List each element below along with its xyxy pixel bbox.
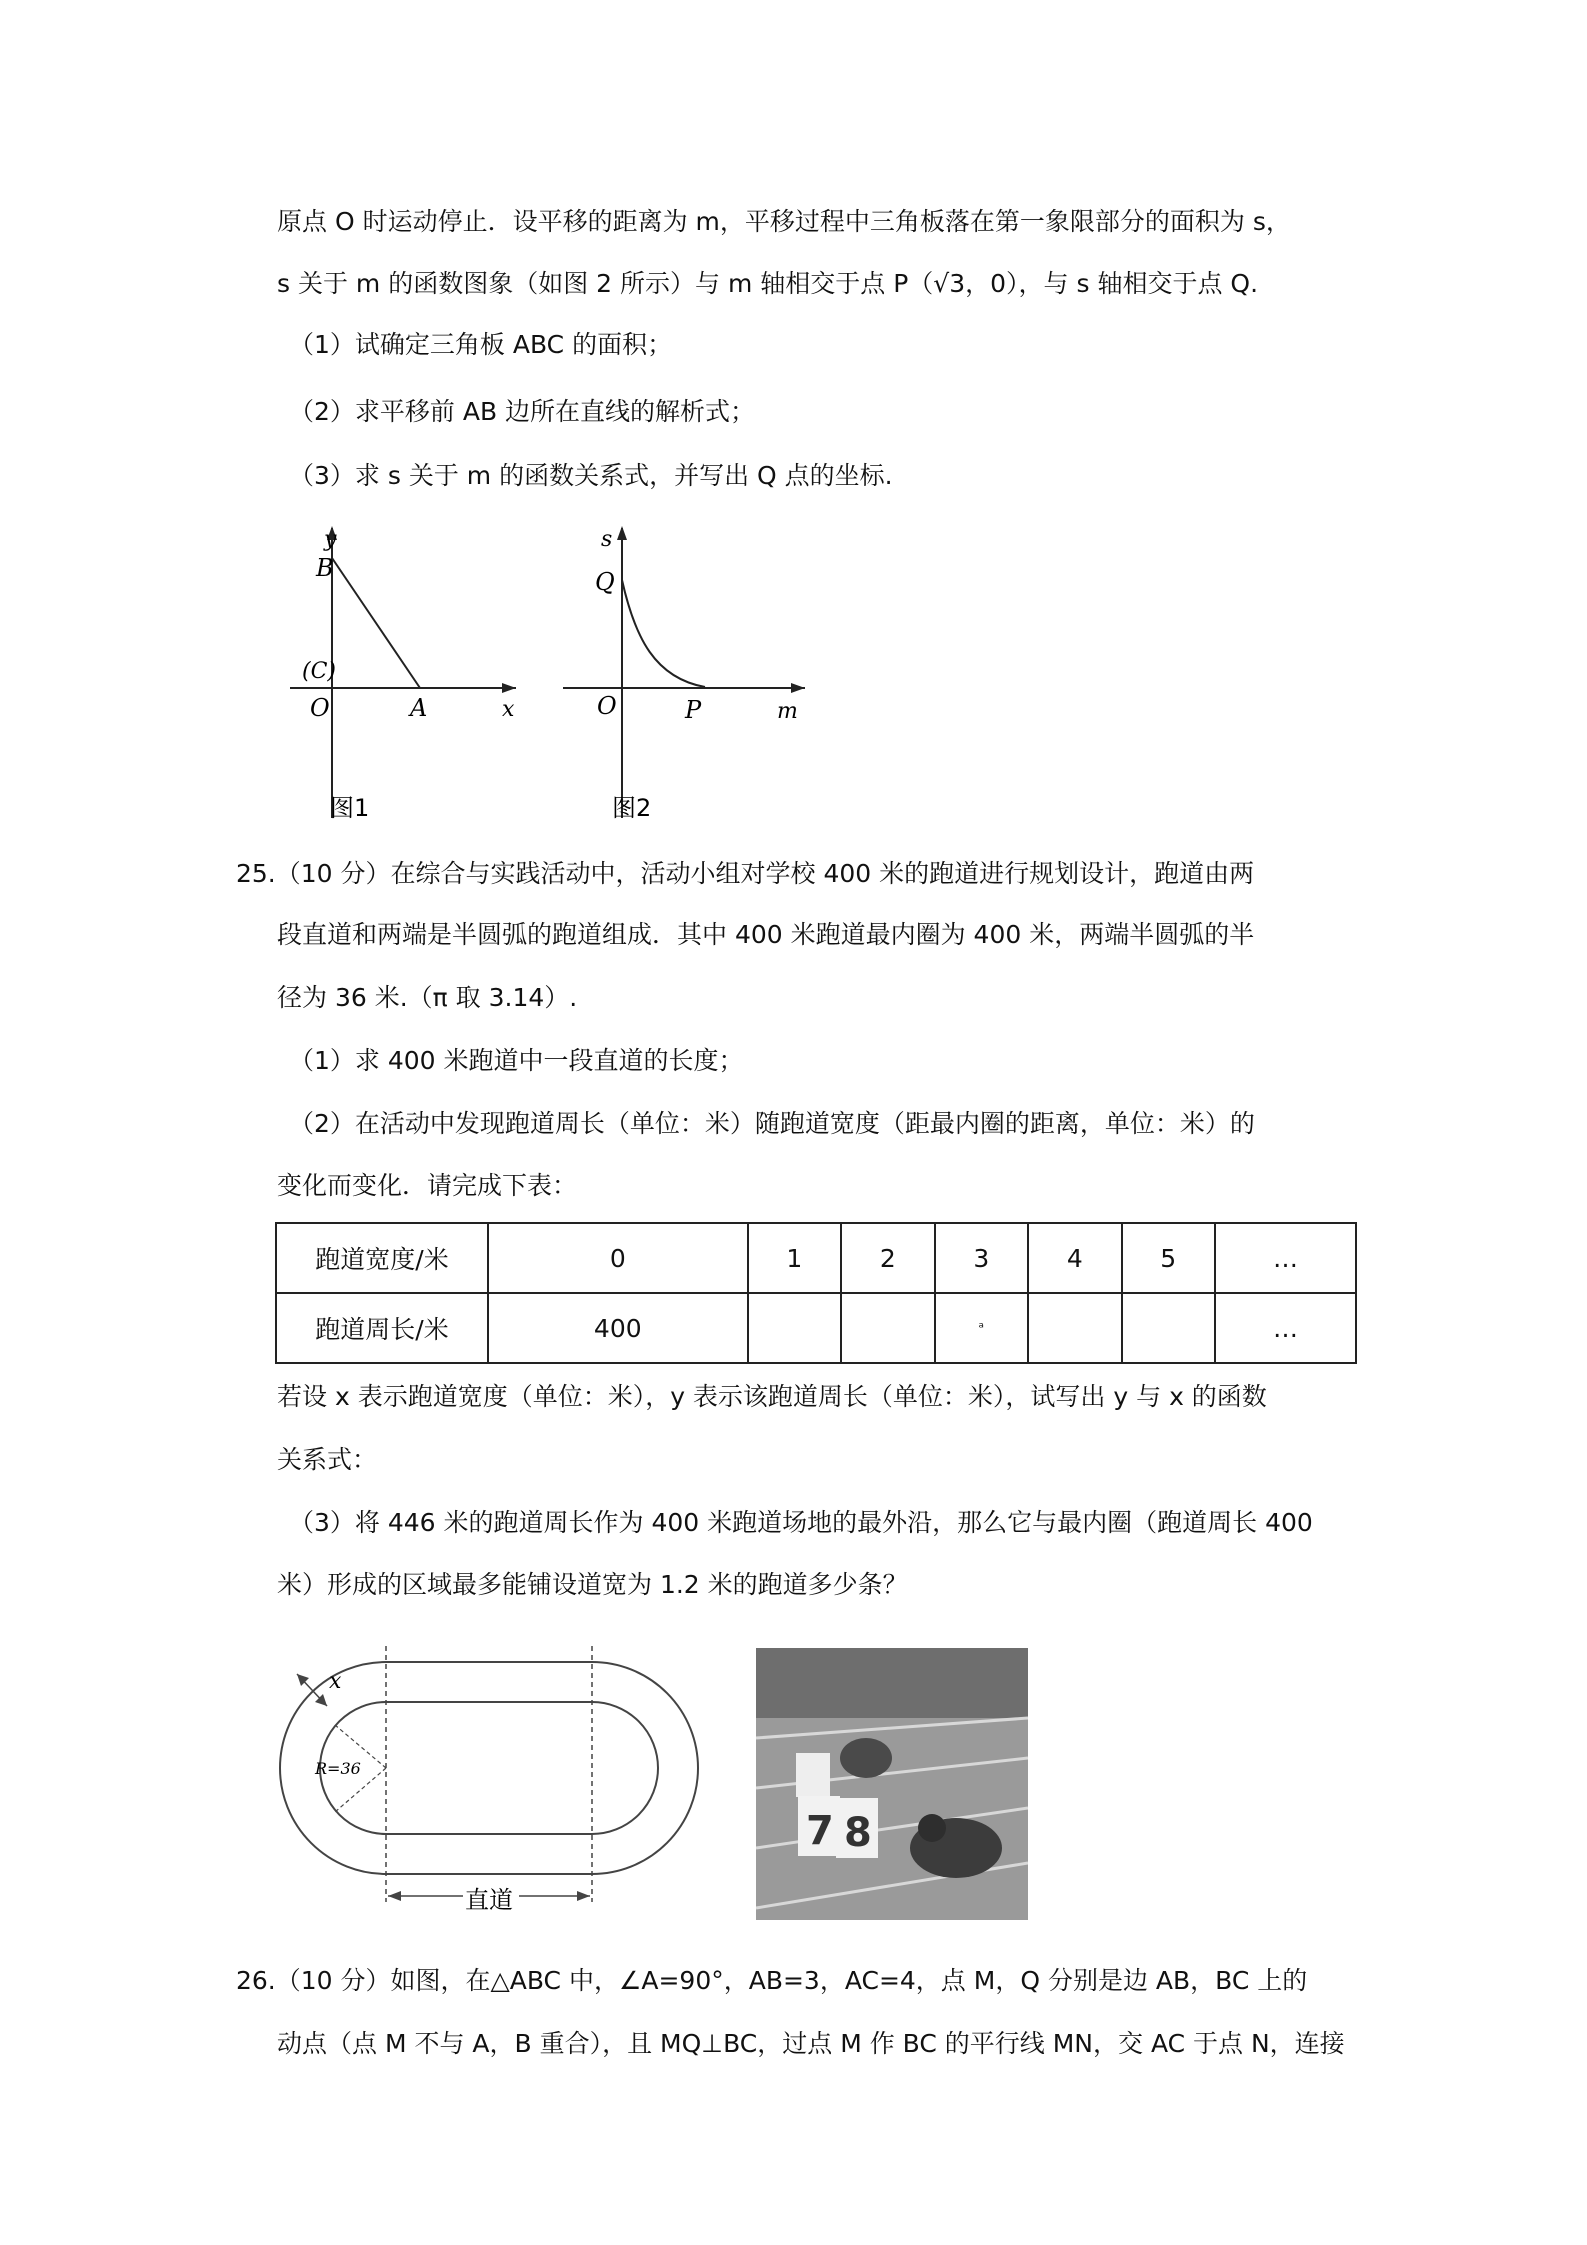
track-inner xyxy=(320,1702,658,1834)
table-cell: … xyxy=(1215,1223,1356,1293)
fig2-m-arrow xyxy=(791,683,805,693)
fig1-hypotenuse xyxy=(332,558,420,688)
fig1-label-b: B xyxy=(316,554,334,582)
q24-line-1: 原点 O 时运动停止．设平移的距离为 m，平移过程中三角板落在第一象限部分的面积为 s， xyxy=(277,207,1291,236)
table-row-perimeter xyxy=(276,1293,1356,1363)
track-label-radius: R=36 xyxy=(315,1759,361,1778)
straight-arrow-right-head xyxy=(577,1891,590,1901)
track-label-straight: 直道 xyxy=(465,1886,513,1914)
runners-photo-art xyxy=(756,1648,1028,1920)
table-head-perimeter: 跑道周长/米 xyxy=(276,1293,488,1363)
figure-2 xyxy=(555,518,815,828)
q24-sub-3: （3）求 s 关于 m 的函数关系式，并写出 Q 点的坐标. xyxy=(289,461,893,490)
photo-bib-left-number: 7 xyxy=(806,1808,834,1854)
photo-stands xyxy=(756,1648,1028,1718)
table-cell xyxy=(1122,1293,1215,1363)
fig1-caption: 图1 xyxy=(330,794,370,822)
table-cell xyxy=(1028,1293,1121,1363)
fig2-caption: 图2 xyxy=(612,794,652,822)
table-cell: 2 xyxy=(841,1223,934,1293)
fig2-label-s: s xyxy=(601,527,613,552)
table-cell xyxy=(748,1293,841,1363)
table-cell: 400 xyxy=(488,1293,748,1363)
fig2-label-m: m xyxy=(777,699,798,724)
table-cell xyxy=(841,1293,934,1363)
q25-sub-2a: （2）在活动中发现跑道周长（单位：米）随跑道宽度（距最内圈的距离，单位：米）的 xyxy=(289,1109,1255,1138)
photo-bib-small xyxy=(796,1753,830,1797)
runners-photo xyxy=(756,1648,1028,1920)
table-cell: 3 xyxy=(935,1223,1028,1293)
q24-sub-2: （2）求平移前 AB 边所在直线的解析式； xyxy=(289,397,756,426)
fig2-s-arrow xyxy=(617,526,627,540)
track-label-x: x xyxy=(329,1669,342,1694)
table-row-width xyxy=(276,1223,1356,1293)
table-cell: 4 xyxy=(1028,1223,1121,1293)
table-cell: ᵃ xyxy=(935,1293,1028,1363)
q25-after-2: 关系式： xyxy=(277,1445,378,1474)
q25-sub-2b: 变化而变化．请完成下表： xyxy=(277,1171,578,1200)
table-cell: 1 xyxy=(748,1223,841,1293)
q25-sub-1: （1）求 400 米跑道中一段直道的长度； xyxy=(289,1046,744,1075)
table-cell: 5 xyxy=(1122,1223,1215,1293)
q25-sub-3b: 米）形成的区域最多能铺设道宽为 1.2 米的跑道多少条？ xyxy=(277,1570,908,1599)
q25-line-3: 径为 36 米.（π 取 3.14）. xyxy=(277,983,578,1012)
q26-line-2: 动点（点 M 不与 A，B 重合），且 MQ⊥BC，过点 M 作 BC 的平行线 MN，交 AC 于点 N，连接 xyxy=(277,2029,1345,2058)
fig2-curve xyxy=(622,580,705,687)
straight-arrow-left-head xyxy=(388,1891,401,1901)
fig2-label-o: O xyxy=(597,692,617,720)
photo-runner-head xyxy=(918,1814,946,1842)
table-cell: 0 xyxy=(488,1223,748,1293)
fig1-label-a: A xyxy=(410,694,428,722)
fig1-label-y: y xyxy=(324,527,337,552)
photo-bib-right-number: 8 xyxy=(844,1810,872,1856)
q24-line-2: s 关于 m 的函数图象（如图 2 所示）与 m 轴相交于点 P（√3，0），与 s 轴相交于点 Q. xyxy=(277,269,1259,298)
track-table xyxy=(275,1222,1357,1364)
figure-1 xyxy=(280,518,520,828)
q26-line-1: 26.（10 分）如图，在△ABC 中，∠A=90°，AB=3，AC=4，点 M，Q 分别是边 AB，BC 上的 xyxy=(236,1966,1308,1995)
q25-line-1: 25.（10 分）在综合与实践活动中，活动小组对学校 400 米的跑道进行规划设计，跑道由两 xyxy=(236,859,1255,888)
fig1-label-o: O xyxy=(310,694,330,722)
q25-after-1: 若设 x 表示跑道宽度（单位：米），y 表示该跑道周长（单位：米），试写出 y 与 x 的函数 xyxy=(277,1382,1267,1411)
fig2-label-q: Q xyxy=(595,568,615,596)
q25-line-2: 段直道和两端是半圆弧的跑道组成．其中 400 米跑道最内圈为 400 米，两端半圆弧的半 xyxy=(277,920,1255,949)
fig1-label-x: x xyxy=(502,697,515,722)
track-diagram xyxy=(275,1640,705,1930)
q24-sub-1: （1）试确定三角板 ABC 的面积； xyxy=(289,330,673,359)
photo-runner-back xyxy=(840,1738,892,1778)
fig2-label-p: P xyxy=(685,696,702,724)
table-head-width: 跑道宽度/米 xyxy=(276,1223,488,1293)
table-cell: … xyxy=(1215,1293,1356,1363)
q25-sub-3a: （3）将 446 米的跑道周长作为 400 米跑道场地的最外沿，那么它与最内圈（跑道周长 400 xyxy=(289,1508,1313,1537)
fig1-label-c: (C) xyxy=(302,659,336,684)
fig1-x-arrow xyxy=(502,683,516,693)
